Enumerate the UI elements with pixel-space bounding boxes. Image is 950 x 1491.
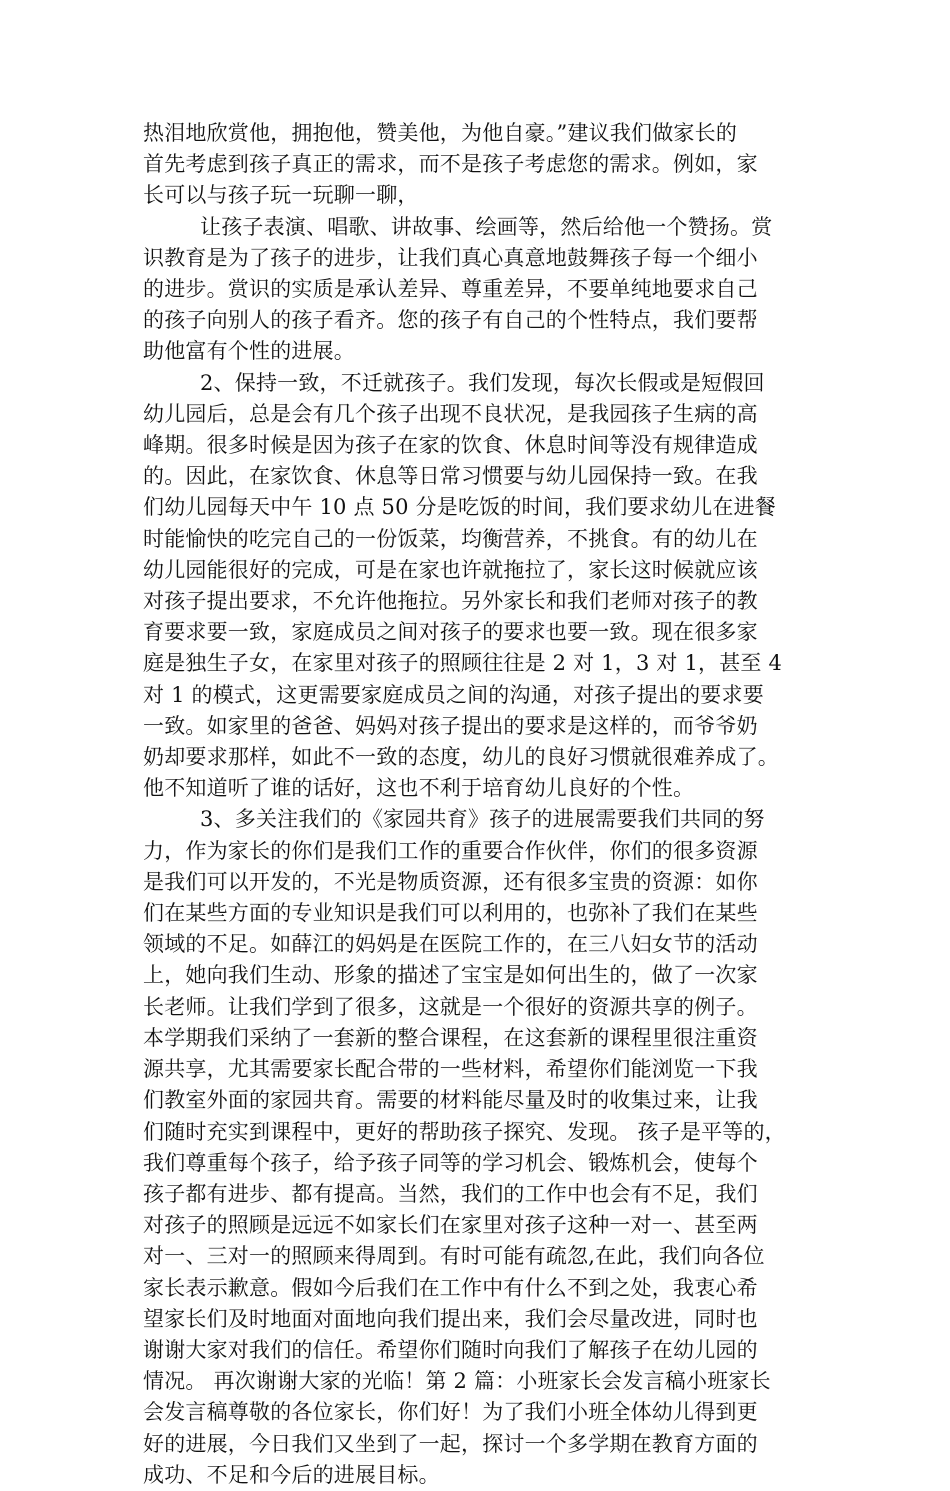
text-line: 们在某些方面的专业知识是我们可以利用的，也弥补了我们在某些	[143, 901, 758, 926]
paragraph-3	[143, 368, 823, 805]
paragraph-4	[143, 804, 823, 1490]
text-line: 的进步。赏识的实质是承认差异、尊重差异，不要单纯地要求自己	[143, 277, 758, 302]
text-line: 成功、不足和今后的进展目标。	[143, 1462, 440, 1487]
text-line: 3、多关注我们的《家园共育》孩子的进展需要我们共同的努	[200, 807, 765, 832]
text-line: 的孩子向别人的孩子看齐。您的孩子有自己的个性特点，我们要帮	[143, 308, 758, 333]
text-line: 幼儿园能很好的完成，可是在家也许就拖拉了，家长这时候就应该	[143, 557, 758, 582]
text-line: 源共享，尤其需要家长配合带的一些材料，希望你们能浏览一下我	[143, 1057, 758, 1082]
text-line: 情况。 再次谢谢大家的光临！第 2 篇：小班家长会发言稿小班家长	[143, 1369, 771, 1394]
text-line: 热泪地欣赏他，拥抱他，赞美他，为他自豪。”建议我们做家长的	[143, 121, 738, 145]
text-line: 对一、三对一的照顾来得周到。有时可能有疏忽,在此，我们向各位	[143, 1244, 765, 1269]
text-line: 上，她向我们生动、形象的描述了宝宝是如何出生的，做了一次家	[143, 963, 758, 988]
text-line: 他不知道听了谁的话好，这也不利于培育幼儿良好的个性。	[143, 776, 695, 801]
text-line: 力，作为家长的你们是我们工作的重要合作伙伴，你们的很多资源	[143, 838, 758, 863]
text-line: 峰期。很多时候是因为孩子在家的饮食、休息时间等没有规律造成	[143, 433, 758, 458]
text-line: 长老师。让我们学到了很多，这就是一个很好的资源共享的例子。	[143, 994, 758, 1019]
text-line: 们教室外面的家园共育。需要的材料能尽量及时的收集过来，让我	[143, 1088, 758, 1113]
text-line: 庭是独生子女，在家里对孩子的照顾往往是 2 对 1，3 对 1，甚至 4	[143, 651, 783, 676]
text-line: 2、保持一致，不迁就孩子。我们发现，每次长假或是短假回	[200, 370, 765, 395]
text-line: 谢谢大家对我们的信任。希望你们随时向我们了解孩子在幼儿园的	[143, 1337, 758, 1362]
text-line: 对孩子提出要求，不允许他拖拉。另外家长和我们老师对孩子的教	[143, 589, 758, 614]
document-page	[143, 118, 823, 1491]
text-line: 长可以与孩子玩一玩聊一聊，	[143, 183, 419, 208]
text-line: 奶却要求那样，如此不一致的态度，幼儿的良好习惯就很难养成了。	[143, 745, 779, 770]
text-line: 领域的不足。如薛江的妈妈是在医院工作的，在三八妇女节的活动	[143, 932, 758, 957]
text-line: 是我们可以开发的，不光是物质资源，还有很多宝贵的资源：如你	[143, 869, 758, 894]
text-line: 时能愉快的吃完自己的一份饭菜，均衡营养，不挑食。有的幼儿在	[143, 526, 758, 551]
text-line: 望家长们及时地面对面地向我们提出来，我们会尽量改进，同时也	[143, 1306, 758, 1331]
text-line: 一致。如家里的爸爸、妈妈对孩子提出的要求是这样的，而爷爷奶	[143, 713, 758, 738]
text-line: 好的进展，今日我们又坐到了一起，探讨一个多学期在教育方面的	[143, 1431, 758, 1456]
text-line: 们随时充实到课程中，更好的帮助孩子探究、发现。 孩子是平等的，	[143, 1119, 786, 1144]
text-line: 首先考虑到孩子真正的需求，而不是孩子考虑您的需求。例如，家	[143, 152, 758, 177]
text-line: 我们尊重每个孩子，给予孩子同等的学习机会、锻炼机会，使每个	[143, 1150, 758, 1175]
text-line: 让孩子表演、唱歌、讲故事、绘画等，然后给他一个赞扬。赏	[200, 214, 773, 239]
text-line: 家长表示歉意。假如今后我们在工作中有什么不到之处，我衷心希	[143, 1275, 758, 1300]
text-line: 幼儿园后，总是会有几个孩子出现不良状况，是我园孩子生病的高	[143, 401, 758, 426]
text-line: 识教育是为了孩子的进步，让我们真心真意地鼓舞孩子每一个细小	[143, 245, 758, 270]
text-line: 育要求要一致，家庭成员之间对孩子的要求也要一致。现在很多家	[143, 620, 758, 645]
paragraph-2	[143, 212, 823, 368]
paragraph-1	[143, 118, 823, 212]
text-line: 的。因此，在家饮食、休息等日常习惯要与幼儿园保持一致。在我	[143, 464, 758, 489]
text-line: 孩子都有进步、都有提高。当然，我们的工作中也会有不足，我们	[143, 1181, 758, 1206]
text-line: 助他富有个性的进展。	[143, 339, 355, 364]
text-line: 会发言稿尊敬的各位家长，你们好！为了我们小班全体幼儿得到更	[143, 1400, 758, 1425]
text-line: 们幼儿园每天中午 10 点 50 分是吃饭的时间，我们要求幼儿在进餐	[143, 495, 776, 520]
text-line: 对 1 的模式，这更需要家庭成员之间的沟通，对孩子提出的要求要	[143, 682, 764, 707]
text-line: 对孩子的照顾是远远不如家长们在家里对孩子这种一对一、甚至两	[143, 1213, 758, 1238]
text-line: 本学期我们采纳了一套新的整合课程，在这套新的课程里很注重资	[143, 1025, 758, 1050]
